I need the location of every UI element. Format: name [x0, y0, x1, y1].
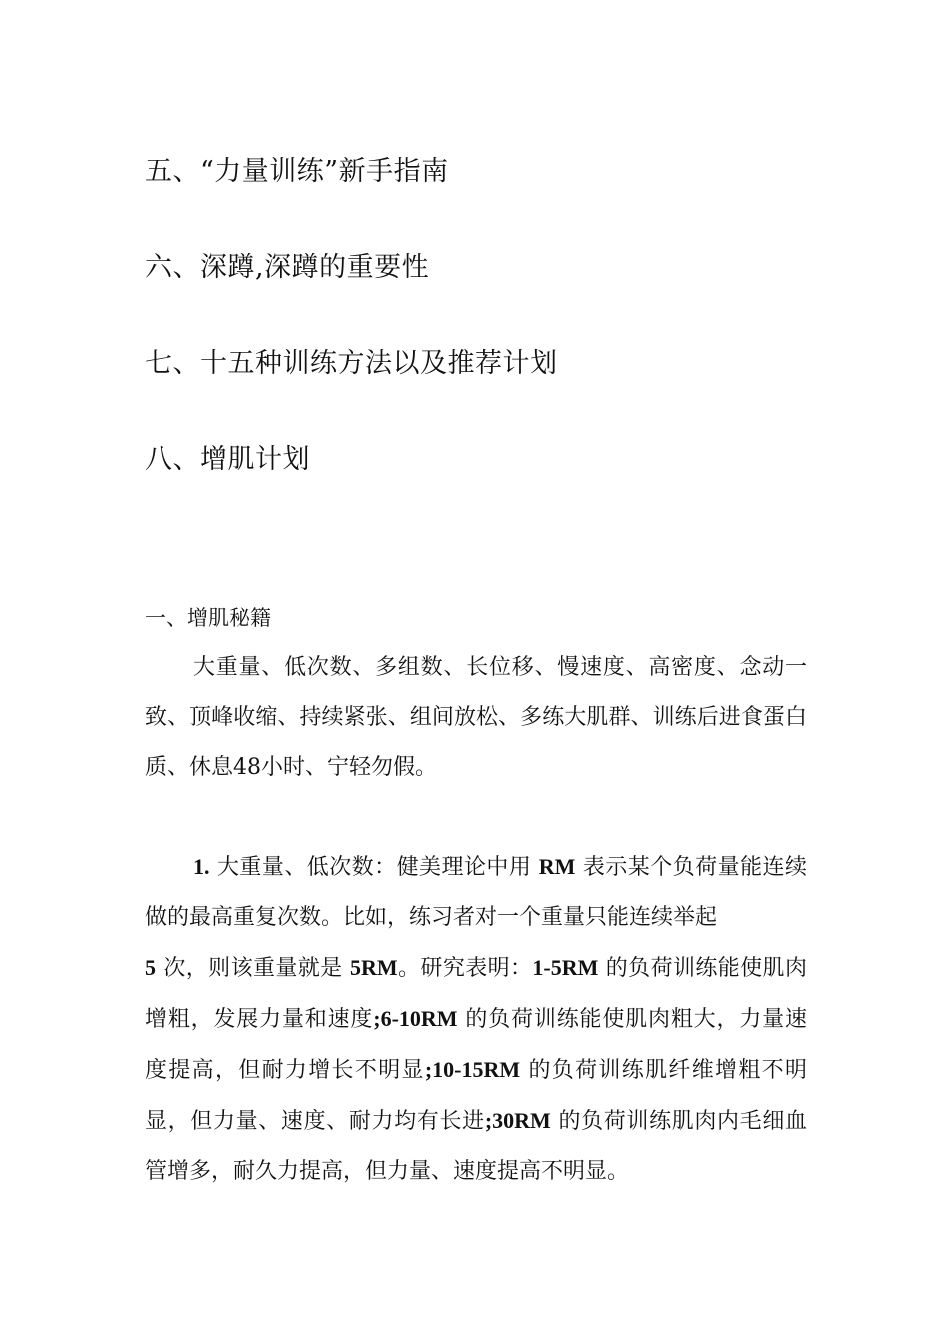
bold-term: ;10-15RM: [424, 1057, 521, 1082]
point-text: 。研究表明：: [397, 956, 533, 981]
point-number: 1.: [193, 854, 210, 879]
toc-item-5: 五、“力量训练”新手指南: [145, 156, 449, 187]
toc-item-6: 六、深蹲,深蹲的重要性: [145, 252, 430, 283]
bold-term: 5RM: [349, 955, 398, 980]
bold-term: RM: [538, 854, 576, 879]
point-text: 的负荷训练肌纤维增粗不明显，但力量、速度、耐力均有长进: [145, 1058, 807, 1134]
bold-term: 5: [145, 955, 156, 980]
point-text: 大重量、低次数：健美理论中用: [216, 855, 532, 880]
point-text: 的负荷训练能使肌肉粗大，力量速度提高，但耐力增长不明显: [145, 1007, 807, 1083]
toc-item-8: 八、增肌计划: [145, 444, 310, 475]
point-text: 的负荷训练能使肌肉增粗，发展力量和速度: [145, 956, 807, 1032]
point-1-paragraph: [145, 842, 807, 1197]
section-heading: 一、增肌秘籍: [145, 606, 271, 630]
bold-term: ;30RM: [484, 1108, 551, 1133]
point-text: 的负荷训练肌肉内毛细血管增多，耐久力提高，但力量、速度提高不明显。: [145, 1109, 807, 1184]
summary-paragraph: 大重量、低次数、多组数、长位移、慢速度、高密度、念动一致、顶峰收缩、持续紧张、组间放松、多练大肌群、训练后进食蛋白质、休息48小时、宁轻勿假。: [145, 655, 807, 780]
table-of-contents: [145, 150, 845, 534]
bold-term: ;6-10RM: [373, 1006, 458, 1031]
toc-item-7: 七、十五种训练方法以及推荐计划: [145, 348, 558, 379]
bold-term: 1-5RM: [532, 955, 599, 980]
point-text: 表示某个负荷量能连续做的最高重复次数。比如，练习者对一个重量只能连续举起: [145, 855, 807, 930]
point-text: 次，则该重量就是: [163, 956, 343, 981]
